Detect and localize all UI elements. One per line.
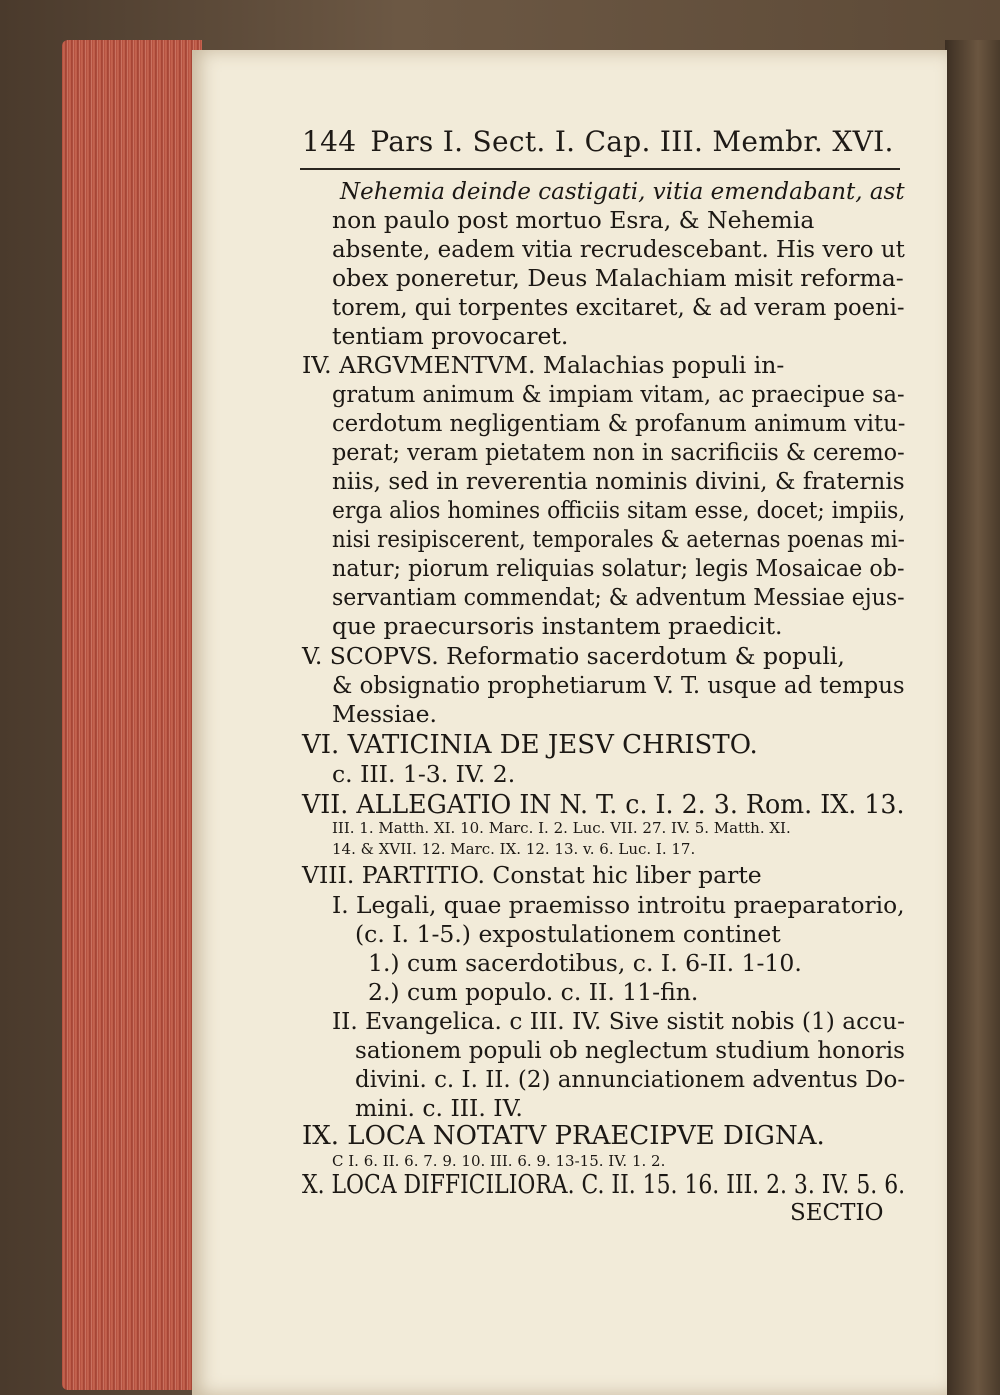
text-line: tentiam provocaret. <box>332 322 569 350</box>
text-line: que praecursoris instantem praedicit. <box>332 612 783 640</box>
section-heading: IX. LOCA NOTATV PRAECIPVE DIGNA. <box>302 1121 825 1151</box>
text-line: & obsignatio prophetiarum V. T. usque ad tempus <box>332 671 905 699</box>
section-heading: VIII. PARTITIO. Constat hic liber parte <box>302 861 762 889</box>
book-spine <box>945 40 1000 1395</box>
catchword: SECTIO <box>790 1200 884 1226</box>
text-line: I. Legali, quae praemisso introitu praeparatorio, <box>332 891 905 919</box>
text-line: obex poneretur, Deus Malachiam misit reforma- <box>332 264 904 292</box>
text-line: C I. 6. II. 6. 7. 9. 10. III. 6. 9. 13-15. IV. 1. 2. <box>332 1152 666 1170</box>
text-line: perat; veram pietatem non in sacrificiis & ceremo- <box>332 438 905 466</box>
header-rule <box>300 168 900 170</box>
text-line: niis, sed in reverentia nominis divini, & fraternis <box>332 467 905 495</box>
text-line: Nehemia deinde castigati, vitia emendabant, ast <box>340 177 905 205</box>
running-title: Pars I. Sect. I. Cap. III. Membr. XVI. <box>370 125 894 158</box>
text-line: absente, eadem vitia recrudescebant. His vero ut <box>332 235 905 263</box>
text-line: torem, qui torpentes excitaret, & ad veram poeni- <box>332 293 905 321</box>
text-line: Messiae. <box>332 700 437 728</box>
text-line: nisi resipiscerent, temporales & aeternas poenas mi- <box>332 525 905 553</box>
section-heading: VII. ALLEGATIO IN N. T. c. I. 2. 3. Rom. IX. 13. <box>302 790 905 820</box>
text-line: non paulo post mortuo Esra, & Nehemia <box>332 206 815 234</box>
page-edges <box>62 40 202 1390</box>
text-line: 2.) cum populo. c. II. 11-fin. <box>368 978 699 1006</box>
text-line: servantiam commendat; & adventum Messiae ejus- <box>332 583 905 611</box>
text-line: mini. c. III. IV. <box>355 1094 523 1122</box>
text-line: erga alios homines officiis sitam esse, docet; impiis, <box>332 496 906 524</box>
section-heading: IV. ARGVMENTVM. Malachias populi in- <box>302 351 785 379</box>
text-line: c. III. 1-3. IV. 2. <box>332 760 516 788</box>
text-line: sationem populi ob neglectum studium honoris <box>355 1036 905 1064</box>
text-line: (c. I. 1-5.) expostulationem continet <box>355 920 781 948</box>
text-line: cerdotum negligentiam & profanum animum vitu- <box>332 409 906 437</box>
text-line: divini. c. I. II. (2) annunciationem adventus Do- <box>355 1065 906 1093</box>
section-heading: X. LOCA DIFFICILIORA. C. II. 15. 16. III. 2. 3. IV. 5. 6. <box>302 1170 906 1200</box>
text-line: III. 1. Matth. XI. 10. Marc. I. 2. Luc. VII. 27. IV. 5. Matth. XI. <box>332 819 791 837</box>
text-line: II. Evangelica. c III. IV. Sive sistit nobis (1) accu- <box>332 1007 905 1035</box>
text-line: gratum animum & impiam vitam, ac praecipue sa- <box>332 380 905 408</box>
running-header <box>302 125 894 158</box>
text-line: 1.) cum sacerdotibus, c. I. 6-II. 1-10. <box>368 949 802 977</box>
section-heading: VI. VATICINIA DE JESV CHRISTO. <box>302 730 758 760</box>
page-number: 144 <box>302 125 357 158</box>
text-line: natur; piorum reliquias solatur; legis Mosaicae ob- <box>332 554 905 582</box>
text-line: 14. & XVII. 12. Marc. IX. 12. 13. v. 6. Luc. I. 17. <box>332 840 696 858</box>
section-heading: V. SCOPVS. Reformatio sacerdotum & populi, <box>302 642 845 670</box>
